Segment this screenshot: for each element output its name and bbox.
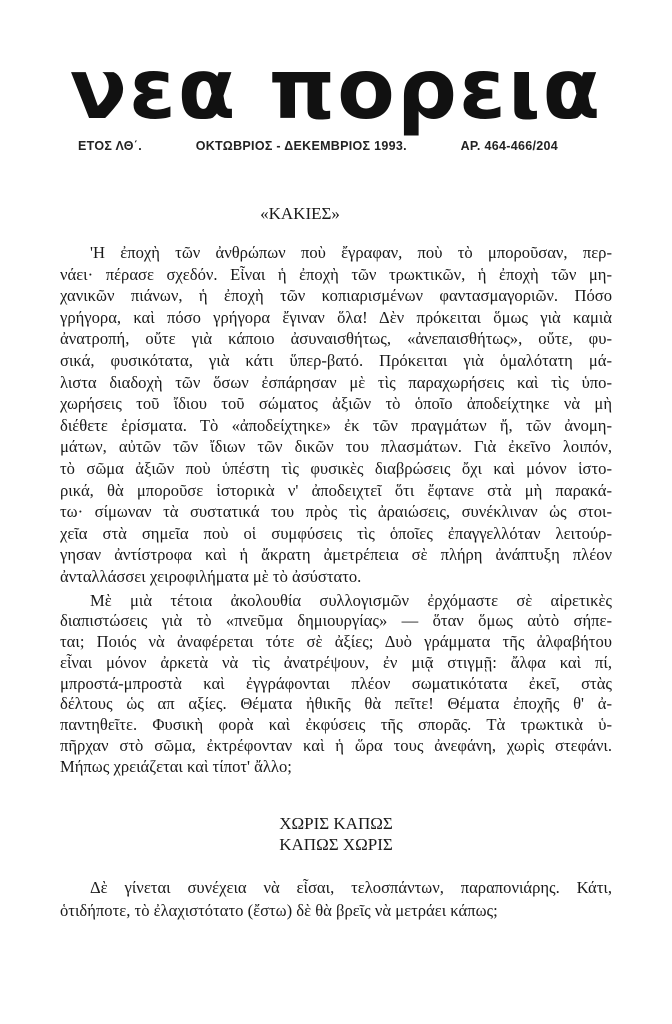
- issue-period: ΟΚΤΩΒΡΙΟΣ - ΔΕΚΕΜΒΡΙΟΣ 1993.: [195, 139, 407, 153]
- text-line: ται; Ποιός νὰ ἀναφέρεται τότε σὲ ἀξίες; Δυὸ γράμματα τῆς ἀλφαβήτου: [60, 632, 612, 652]
- text-line: παντηθεῖτε. Φυσικὴ φορὰ καὶ ἐκφύσεις τῆς σπορᾶς. Τὰ τρωκτικὰ ὑ-: [60, 715, 612, 735]
- journal-masthead: νεα πορεια: [69, 40, 603, 138]
- text-line: νάει· πέρασε σχεδόν. Εἶναι ἡ ἐποχὴ τῶν τρωκτικῶν, ἡ ἐποχὴ τῶν μη-: [60, 264, 612, 284]
- text-line: λιστα διαδοχὴ τῶν ὅσων ἐσπάρησαν μὲ τὶς παραχωρήσεις καὶ τὶς ὑπο-: [60, 372, 612, 392]
- text-line: ἀνατροπή, οὔτε γιὰ κάποιο ἀσυναισθήτως, «ἀνεπαισθήτως», οὔτε, φυ-: [60, 329, 612, 349]
- text-line: μάτων, αὐτῶν τῶν ἴδιων τῶν δικῶν του πλασμάτων. Γιὰ ἐκεῖνο λοιπόν,: [60, 437, 612, 457]
- text-line: σικά, φυσικότατα, γιὰ κάτι ὕπερ-βατό. Πρόκειται γιὰ ὁμαλότατη μά-: [60, 350, 612, 370]
- text-line: τὸ σῶμα ἀξιῶν ποὺ ὑπέστη τὶς φυσικὲς διαβρώσεις ὄχι καὶ μόνον ἱστο-: [60, 458, 612, 478]
- text-line: 'Η ἐποχὴ τῶν ἀνθρώπων ποὺ ἔγραφαν, ποὺ τὸ μποροῦσαν, περ-: [90, 243, 612, 262]
- text-line: διέθετε ἐρίσματα. Τὸ «ἀποδείχτηκε» ἐκ τῶν πραγμάτων ἤ, τῶν ἀνομη-: [60, 415, 612, 435]
- section-heading-line-2: ΚΑΠΩΣ ΧΩΡΙΣ: [279, 834, 393, 854]
- article-title: «ΚΑΚΙΕΣ»: [260, 204, 340, 223]
- text-line: Μὲ μιὰ τέτοια ἀκολουθία συλλογισμῶν ἐρχόμαστε σὲ αἱρετικὲς: [90, 590, 612, 610]
- text-line: γρήγορα, καὶ πόσο γρήγορα ἔγιναν ὅλα! Δὲν πρόκειται ὅμως γιὰ καμιὰ: [60, 307, 612, 327]
- text-line: μπροστά-μπροστὰ καὶ ἐγγράφονται πλέον σωματικότατα ἐκεῖ, στὰς: [60, 673, 612, 693]
- text-line: Δὲ γίνεται συνέχεια νὰ εἶσαι, τελοσπάντων, παραπονιάρης. Κάτι,: [90, 877, 612, 897]
- article-paragraph-2: [60, 591, 612, 778]
- article-paragraph-1: [60, 242, 612, 588]
- text-line: χανικῶν πιάνων, ἡ ἐποχὴ τῶν κοπιαρισμένων φαντασμαγοριῶν. Πόσο: [60, 286, 612, 306]
- section-heading: [60, 813, 612, 855]
- issue-info: [78, 139, 558, 154]
- text-line: τω· σίμωναν τὰ συστατικά του πρὸς τὶς ἀραιώσεις, συνέκλιναν ὡς στοι-: [60, 502, 612, 522]
- text-line: ρικά, θὰ μποροῦσε ἱστορικὰ ν' ἀποδειχτεῖ ὅτι ἔφτανε στὰ μὴ παρακά-: [60, 480, 612, 500]
- section-heading-line-1: ΧΩΡΙΣ ΚΑΠΩΣ: [279, 813, 393, 833]
- text-line: χωρήσεις τοῦ ἴδιου τοῦ σώματος ἀξιῶν τὸ ὁποῖο ἀποδείχτηκε νὰ μὴ: [60, 394, 612, 414]
- text-line: ἀνταλλάσσει χειροφιλήματα μὲ τὸ ἀσύστατο.: [60, 566, 362, 586]
- text-column: [60, 242, 612, 922]
- text-line: εἶναι μόνον ἀρκετὰ νὰ τὶς ἀνατρέψουν, ἐν μιᾷ στιγμῇ: ἄλφα καὶ πί,: [60, 652, 612, 672]
- text-line: Μήπως χρειάζεται καὶ τίποτ' ἄλλο;: [60, 756, 292, 776]
- issue-number: ΑΡ. 464-466/204: [460, 139, 558, 153]
- section-paragraph-1: [60, 876, 612, 922]
- text-line: χεῖα στὰ σημεῖα ποὺ οἱ συμφύσεις τὶς ὁποῖες ἐπαγγελλόταν λειτούρ-: [60, 523, 612, 543]
- text-line: ὁτιδήποτε, τὸ ἐλαχιστότατο (ἔστω) δὲ θὰ βρεῖς νὰ μετράει κάπως;: [60, 900, 498, 920]
- text-line: πῆρχαν στὸ σῶμα, ἐκτρέφονταν καὶ ἡ ὥρα τους ἀνεφάνη, χωρὶς στεφάνι.: [60, 736, 612, 756]
- text-line: δέλτους ὡς απ αξίες. Θέματα ἠθικῆς θὰ πεῖτε! Θέματα ἐποχῆς θ' ἀ-: [60, 694, 612, 714]
- issue-year: ΕΤΟΣ ΛΘ΄.: [78, 139, 143, 153]
- text-line: διαπιστώσεις γιὰ τὸ «πνεῦμα δημιουργίας» — ὅταν ὅμως αὐτὸ σήπε-: [60, 611, 612, 631]
- text-line: γησαν ἀντίστροφα καὶ ἡ ἄκρατη ἀμετρέπεια σὲ πλήρη ἀνάπτυξη πλέον: [60, 545, 612, 565]
